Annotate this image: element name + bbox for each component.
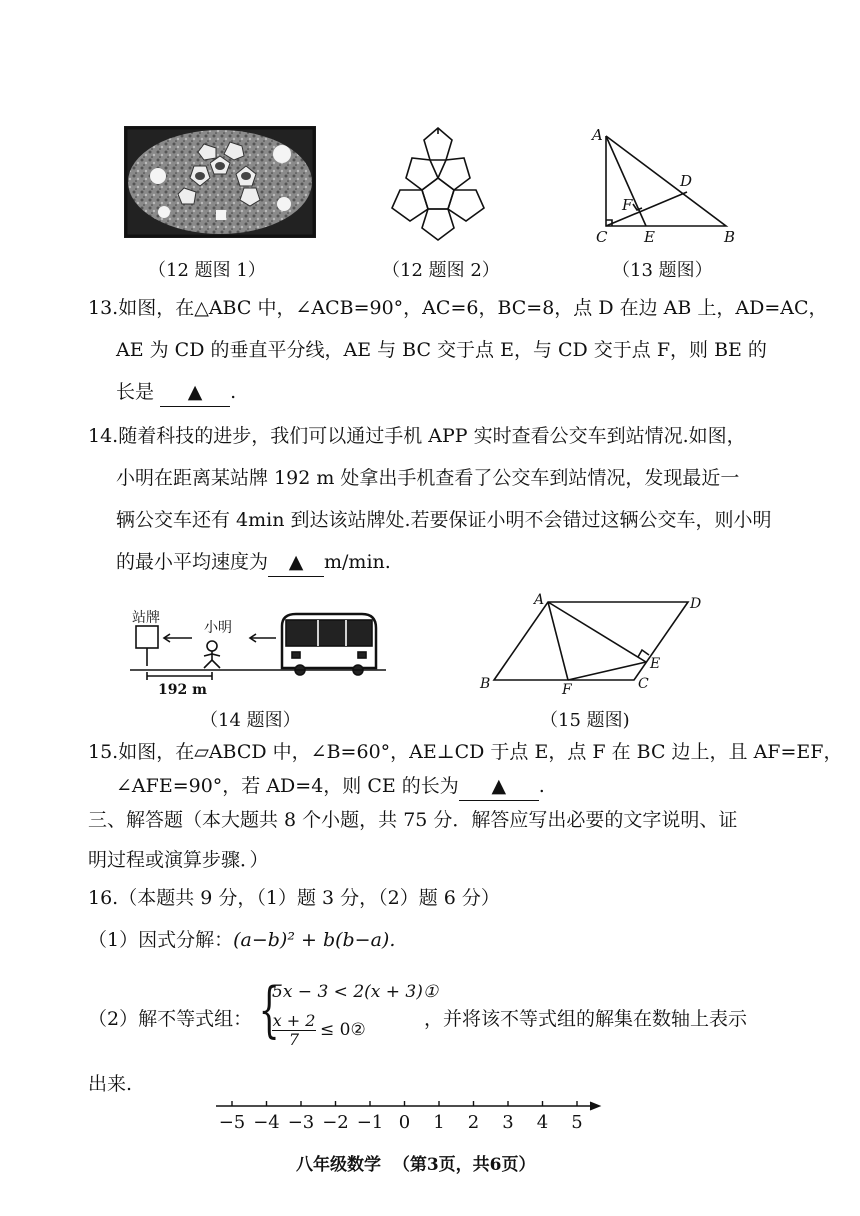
number-line: [212, 1098, 612, 1138]
inequality-2-rest: ≤ 0②: [320, 1020, 366, 1040]
q14-answer-blank: ▲: [268, 548, 324, 577]
label-A: A: [592, 126, 603, 144]
number-line-label: 5: [571, 1112, 583, 1133]
label-D: D: [680, 172, 693, 190]
q13-line3-post: .: [230, 381, 237, 403]
fig13-triangle: [586, 126, 746, 250]
q14-line4: [116, 548, 391, 577]
inequality-2-denominator: 7: [288, 1030, 300, 1049]
label-C: C: [638, 676, 649, 692]
q15-answer-blank: ▲: [459, 772, 539, 801]
q15-line1: 15.如图，在▱ABCD 中，∠B=60°，AE⊥CD 于点 E，点 F 在 BC 边上，且 AF=EF，: [88, 741, 843, 763]
section3-line1: 三、解答题（本大题共 8 个小题，共 75 分．解答应写出必要的文字说明、证: [88, 809, 738, 831]
q16-part2-label: （2）解不等式组：: [88, 1008, 253, 1030]
number-line-label: −4: [253, 1112, 280, 1133]
q13-line3-pre: 长是: [116, 381, 155, 403]
q13-line2: AE 为 CD 的垂直平分线，AE 与 BC 交于点 E，与 CD 交于点 F，则 BE 的: [116, 339, 767, 361]
label-F: F: [562, 682, 572, 696]
label-E: E: [644, 228, 655, 246]
section3-line2: 明过程或演算步骤．）: [88, 849, 269, 871]
number-line-label: 2: [467, 1112, 480, 1133]
q16-header: 16.（本题共 9 分，（1）题 3 分，（2）题 6 分）: [88, 887, 500, 909]
q13-answer-blank: ▲: [160, 378, 230, 407]
number-line-label: 1: [433, 1112, 445, 1133]
number-line-label: −2: [322, 1112, 349, 1133]
fig12-1-caption: （12 题图 1）: [148, 260, 266, 281]
number-line-label: 4: [536, 1112, 549, 1133]
q14-line3: 辆公交车还有 4min 到达该站牌处.若要保证小明不会错过这辆公交车，则小明: [116, 509, 772, 531]
label-B: B: [480, 676, 491, 692]
number-line-label: −3: [287, 1112, 315, 1133]
sign-label: 站牌: [132, 610, 160, 626]
number-line-label: 3: [502, 1112, 514, 1133]
q14-line4-post: m/min.: [324, 551, 391, 573]
fig15-caption: （15 题图): [540, 710, 630, 731]
person-label: 小明: [204, 620, 232, 636]
label-A: A: [534, 592, 545, 608]
q13-line1: 13.如图，在△ABC 中，∠ACB=90°，AC=6，BC=8，点 D 在边 AB 上，AD=AC，: [88, 297, 828, 319]
distance-label: 192 m: [158, 682, 207, 698]
number-line-label: 0: [398, 1112, 411, 1133]
number-line-label: −5: [218, 1112, 246, 1133]
q16-part2: [88, 976, 788, 1060]
q14-line2: 小明在距离某站牌 192 m 处拿出手机查看了公交车到站情况，发现最近一: [116, 467, 740, 489]
q13-line3: [116, 378, 236, 407]
inequality-2-fraction: [272, 1012, 316, 1049]
q15-line2-post: .: [538, 775, 545, 797]
fig12-2-caption: （12 题图 2）: [382, 260, 500, 281]
fig12-1-photo: [124, 126, 316, 238]
q15-line2-pre: ∠AFE=90°，若 AD=4，则 CE 的长为: [116, 775, 459, 797]
label-C: C: [596, 228, 608, 246]
number-line-label: −1: [356, 1112, 384, 1133]
fig12-2-pentagon-net: [372, 120, 504, 244]
fig14-bus-stop: [120, 600, 390, 700]
inequality-2-numerator: x + 2: [272, 1011, 316, 1030]
fig13-caption: （13 题图）: [612, 260, 713, 281]
q16-part1: [88, 926, 395, 954]
q15-line2: [116, 772, 545, 801]
system-brace: {: [258, 975, 280, 1045]
q16-part2-tail: ，并将该不等式组的解集在数轴上表示: [424, 1008, 748, 1030]
fig15-parallelogram: [476, 588, 716, 696]
page-footer: 八年级数学 （第3页，共6页）: [296, 1155, 536, 1175]
label-E: E: [650, 656, 661, 672]
q16-part1-label: （1）因式分解：: [88, 929, 234, 951]
label-B: B: [724, 228, 736, 246]
label-F: F: [622, 196, 633, 214]
q14-line4-pre: 的最小平均速度为: [116, 551, 269, 573]
fig14-caption: （14 题图）: [200, 710, 301, 731]
q14-line1: 14.随着科技的进步，我们可以通过手机 APP 实时查看公交车到站情况.如图，: [88, 425, 746, 447]
q16-part2-end: 出来.: [88, 1073, 133, 1095]
label-D: D: [690, 596, 702, 612]
inequality-1: 5x − 3 < 2(x + 3)①: [272, 982, 439, 1002]
q16-part1-expr: (a−b)² + b(b−a).: [233, 929, 396, 951]
